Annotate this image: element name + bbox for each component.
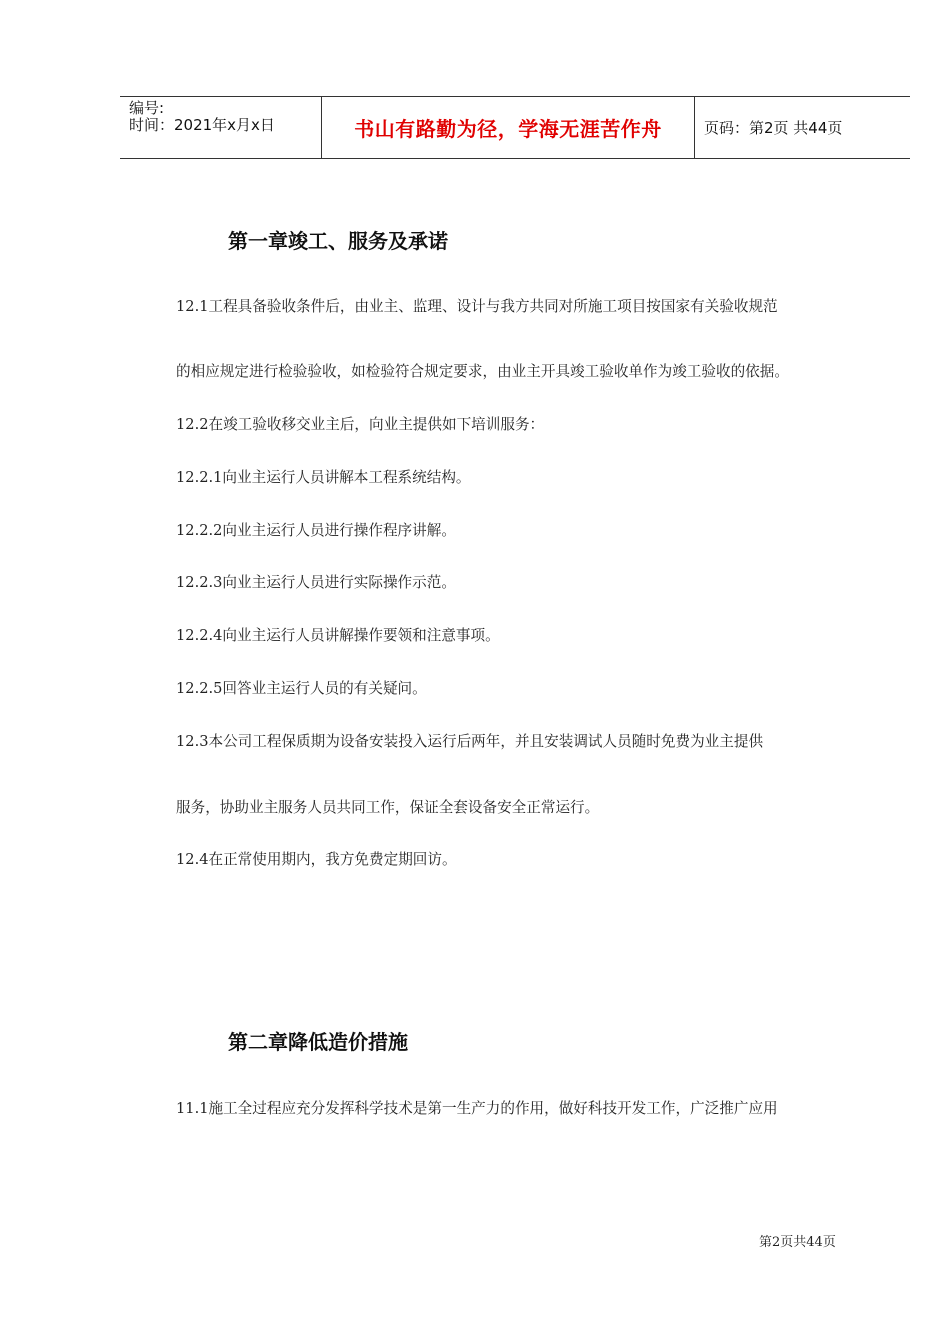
paragraph: 12.3本公司工程保质期为设备安装投入运行后两年，并且安装调试人员随时免费为业主提供 bbox=[176, 733, 764, 750]
header-page-info: 页码：第2页 共44页 bbox=[704, 119, 843, 137]
footer-page-number: 第2页共44页 bbox=[759, 1235, 836, 1250]
paragraph: 12.2.4向业主运行人员讲解操作要领和注意事项。 bbox=[176, 627, 500, 644]
paragraph: 的相应规定进行检验验收，如检验符合规定要求，由业主开具竣工验收单作为竣工验收的依据。 bbox=[176, 363, 789, 380]
header-meta-cell bbox=[120, 97, 322, 158]
page-header bbox=[120, 96, 910, 159]
paragraph: 服务，协助业主服务人员共同工作，保证全套设备安全正常运行。 bbox=[176, 799, 600, 816]
paragraph: 11.1施工全过程应充分发挥科学技术是第一生产力的作用，做好科技开发工作，广泛推广应用 bbox=[176, 1100, 778, 1117]
document-time-label: 时间：2021年x月x日 bbox=[129, 116, 275, 134]
header-motto-cell bbox=[322, 97, 695, 158]
paragraph: 12.2.1向业主运行人员讲解本工程系统结构。 bbox=[176, 469, 471, 486]
paragraph: 12.2.2向业主运行人员进行操作程序讲解。 bbox=[176, 522, 456, 539]
paragraph: 12.1工程具备验收条件后，由业主、监理、设计与我方共同对所施工项目按国家有关验收规范 bbox=[176, 298, 778, 315]
chapter-2-title: 第二章降低造价措施 bbox=[228, 1030, 408, 1054]
header-page-cell bbox=[695, 97, 910, 158]
paragraph: 12.2.3向业主运行人员进行实际操作示范。 bbox=[176, 574, 456, 591]
paragraph: 12.2.5回答业主运行人员的有关疑问。 bbox=[176, 680, 427, 697]
document-number-label: 编号: bbox=[129, 99, 165, 117]
paragraph: 12.2在竣工验收移交业主后，向业主提供如下培训服务： bbox=[176, 416, 545, 433]
chapter-1-title: 第一章竣工、服务及承诺 bbox=[228, 229, 448, 253]
header-motto: 书山有路勤为径，学海无涯苦作舟 bbox=[354, 117, 662, 141]
paragraph: 12.4在正常使用期内，我方免费定期回访。 bbox=[176, 851, 457, 868]
